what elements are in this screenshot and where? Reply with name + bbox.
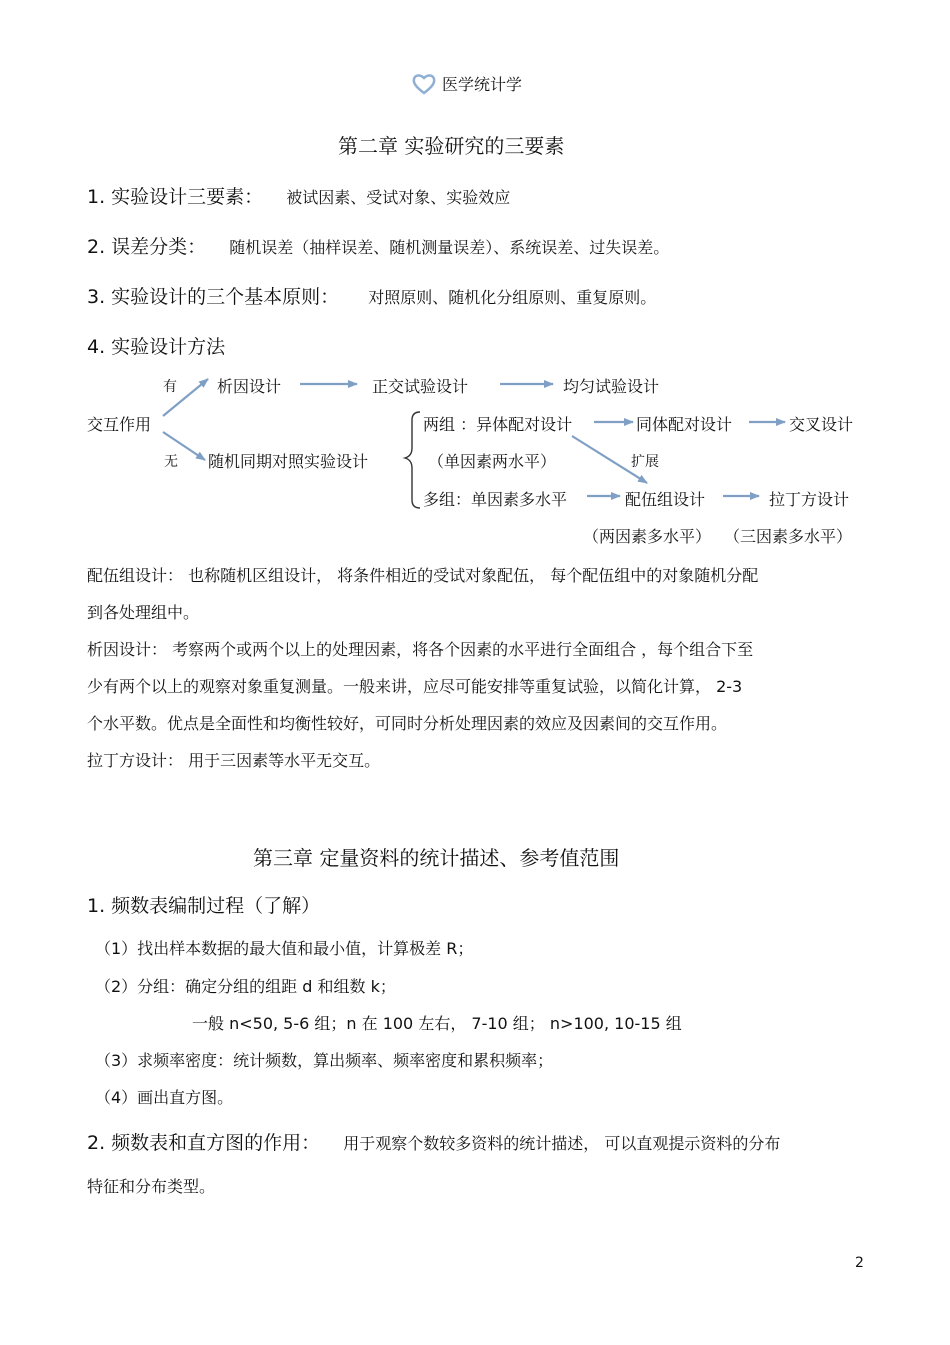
ch3-item-2-cont: 特征和分布类型。 [87,1177,216,1196]
note-two-factor: （两因素多水平） [583,527,712,546]
node-random-parallel: 随机同期对照实验设计 [208,452,369,471]
node-uniform: 均匀试验设计 [563,377,660,396]
header-title: 医学统计学 [442,75,523,94]
item-value: 被试因素、受试对象、实验效应 [286,188,511,207]
label-expand: 扩展 [631,454,659,470]
note-three-factor: （三因素多水平） [724,527,853,546]
node-interaction: 交互作用 [87,415,152,434]
para-matched-line1: 配伍组设计： 也称随机区组设计， 将条件相近的受试对象配伍， 每个配伍组中的对象随机分配 [87,566,759,585]
node-latin: 拉丁方设计 [769,490,850,509]
page-number: 2 [855,1255,864,1271]
item-value: 随机误差（抽样误差、随机测量误差）、系统误差、过失误差。 [229,238,670,257]
chapter3-title: 第三章 定量资料的统计描述、参考值范围 [253,846,620,870]
chapter2-title: 第二章 实验研究的三要素 [338,134,565,158]
ch3-item-1: 1. 频数表编制过程（了解） [87,895,321,917]
node-same-body: 同体配对设计 [636,415,733,434]
label-yes: 有 [163,379,177,395]
ch3-step-2: （2）分组：确定分组的组距 d 和组数 k； [95,977,396,996]
label-no: 无 [164,454,178,470]
para-matched-line2: 到各处理组中。 [87,603,200,622]
para-factorial-line3: 个水平数。优点是全面性和均衡性较好，可同时分析处理因素的效应及因素间的交互作用。 [87,714,728,733]
node-two-group: 两组 ：异体配对设计 [423,415,573,434]
diagram-arrows [0,0,950,560]
item-label: 1. 实验设计三要素： [87,186,264,208]
diagram-brace [405,412,420,508]
note-single-factor: （单因素两水平） [428,452,557,471]
node-crossover: 交叉设计 [789,415,854,434]
para-factorial-line1: 析因设计： 考察两个或两个以上的处理因素，将各个因素的水平进行全面组合 ，每个组合下至 [87,640,754,659]
item-label: 2. 频数表和直方图的作用： [87,1132,321,1154]
ch3-step-2-detail: 一般 n<50, 5-6 组；n 在 100 左右， 7-10 组； n>100, 10-15 组 [192,1014,682,1033]
node-factorial: 析因设计 [217,377,282,396]
para-latin-line1: 拉丁方设计： 用于三因素等水平无交互。 [87,751,381,770]
node-multi-group: 多组：单因素多水平 [423,490,568,509]
ch3-step-3: （3）求频率密度：统计频数，算出频率、频率密度和累积频率； [95,1051,554,1070]
node-matched: 配伍组设计 [625,490,706,509]
ch3-item-2 [87,1128,780,1155]
ch3-step-1: （1）找出样本数据的最大值和最小值，计算极差 R； [95,939,474,958]
para-factorial-line2: 少有两个以上的观察对象重复测量。一般来讲，应尽可能安排等重复试验，以简化计算， 2-3 [87,677,743,696]
ch3-step-4: （4）画出直方图。 [95,1088,234,1107]
node-orthogonal: 正交试验设计 [372,377,469,396]
item-label: 3. 实验设计的三个基本原则： [87,286,340,308]
item-label: 2. 误差分类： [87,236,207,258]
item-value: 用于观察个数较多资料的统计描述， 可以直观提示资料的分布 [343,1134,781,1153]
ch2-item-4-label: 4. 实验设计方法 [87,336,226,358]
item-value: 对照原则、随机化分组原则、重复原则。 [368,288,657,307]
